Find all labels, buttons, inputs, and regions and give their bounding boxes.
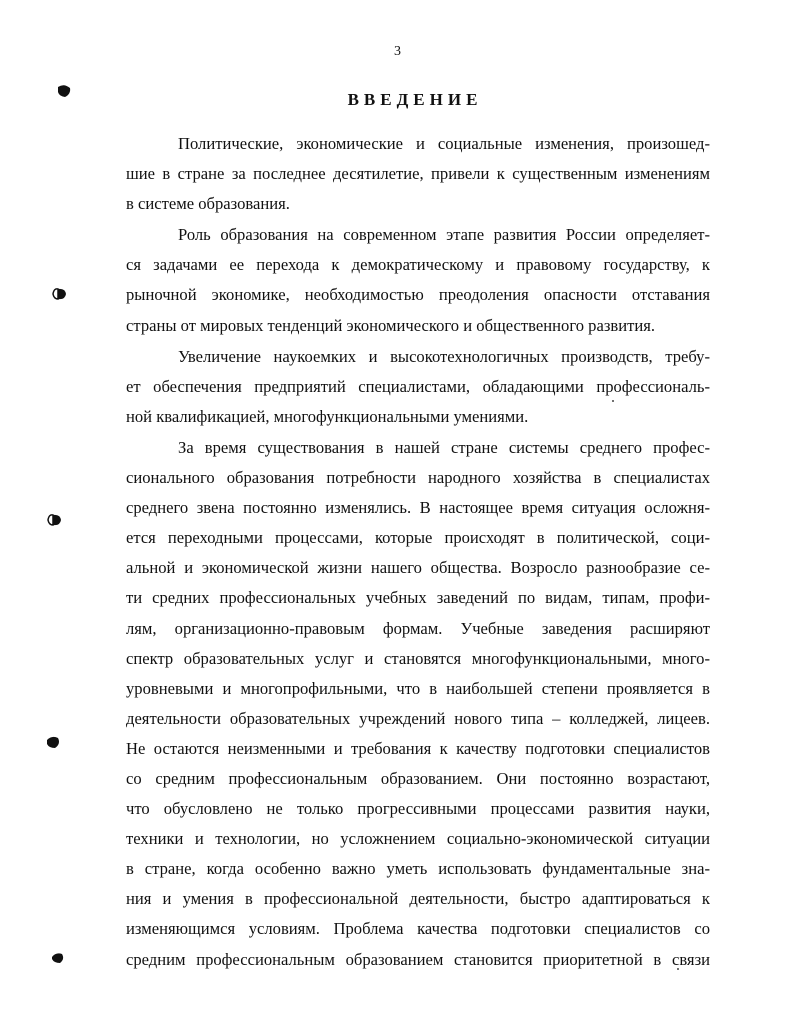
- text-line: шие в стране за последнее десятилетие, привели к существенным изменениям: [126, 164, 710, 184]
- paragraph-2: [126, 220, 710, 340]
- text-line: среднего звена постоянно изменялись. В настоящее время ситуация осложня-: [126, 498, 710, 518]
- text-line: в системе образования.: [126, 194, 290, 214]
- punch-hole-mark: [50, 950, 66, 966]
- text-line: Политические, экономические и социальные изменения, произошед-: [178, 134, 710, 153]
- text-line: сионального образования потребности народного хозяйства в специалистах: [126, 468, 710, 488]
- text-line: альной и экономической жизни нашего общества. Возросло разнообразие се-: [126, 558, 710, 578]
- text-line: в стране, когда особенно важно уметь использовать фундаментальные зна-: [126, 859, 710, 879]
- text-line: ется переходными процессами, которые происходят в политической, соци-: [126, 528, 710, 548]
- text-line: Не остаются неизменными и требования к качеству подготовки специалистов: [126, 738, 710, 758]
- punch-hole-mark: [47, 512, 63, 528]
- text-line: Роль образования на современном этапе развития России определяет-: [178, 225, 710, 245]
- text-line: техники и технологии, но усложнением социально-экономической ситуации: [126, 829, 710, 849]
- text-line: изменяющимся условиям. Проблема качества подготовки специалистов со: [126, 919, 710, 939]
- text-line: лям, организационно-правовым формам. Учебные заведения расширяют: [126, 618, 710, 638]
- text-line: ся задачами ее перехода к демократическому и правовому государству, к: [126, 255, 710, 275]
- body-text: [126, 129, 710, 976]
- text-line: рыночной экономике, необходимостью преодоления опасности отставания: [126, 285, 710, 305]
- text-line: что обусловлено не только прогрессивными процессами развития науки,: [126, 799, 710, 819]
- text-line: ния и умения в профессиональной деятельности, быстро адаптироваться к: [126, 889, 710, 909]
- page-number: 3: [394, 44, 401, 59]
- punch-hole-mark: [56, 83, 72, 99]
- punch-hole-mark: [52, 286, 68, 302]
- paragraph-4: [126, 433, 710, 975]
- page-title: ВВЕДЕНИЕ: [347, 90, 483, 109]
- text-line: ной квалификацией, многофункциональными умениями.: [126, 406, 529, 426]
- paragraph-3: [126, 342, 710, 432]
- text-line: ет обеспечения предприятий специалистами, обладающими профессиональ-: [126, 376, 710, 396]
- paragraph-1: [126, 129, 710, 219]
- text-line: уровневыми и многопрофильными, что в наибольшей степени проявляется в: [126, 678, 710, 698]
- text-line: средним профессиональным образованием становится приоритетной в связи: [126, 949, 710, 969]
- text-line: спектр образовательных услуг и становятся многофункциональными, много-: [126, 648, 710, 668]
- text-line: со средним профессиональным образованием. Они постоянно возрастают,: [126, 768, 710, 788]
- text-line: ти средних профессиональных учебных заведений по видам, типам, профи-: [126, 588, 710, 608]
- text-line: деятельности образовательных учреждений нового типа – колледжей, лицеев.: [126, 708, 710, 728]
- punch-hole-mark: [45, 734, 61, 750]
- text-line: За время существования в нашей стране системы среднего профес-: [178, 437, 710, 457]
- text-line: Увеличение наукоемких и высокотехнологичных производств, требу-: [178, 346, 710, 366]
- text-line: страны от мировых тенденций экономического и общественного развития.: [126, 315, 656, 335]
